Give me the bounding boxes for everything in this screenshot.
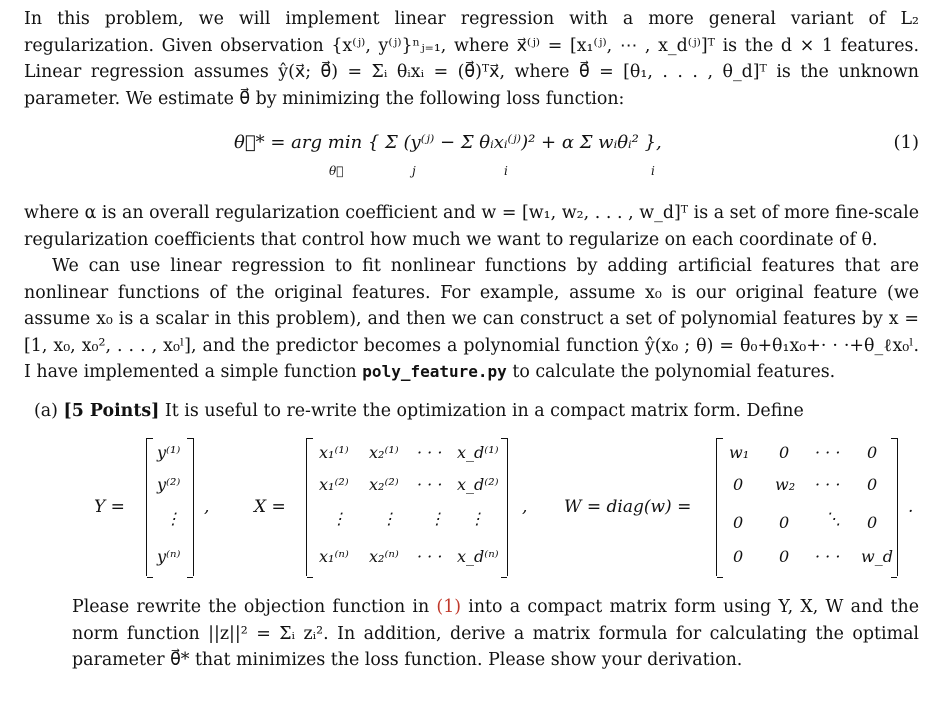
matrix-cell: x₂⁽ⁿ⁾: [369, 547, 399, 566]
matrix-cell: x₂⁽²⁾: [369, 475, 399, 494]
comma: ,: [522, 497, 528, 517]
matrix-cell: 0: [867, 513, 878, 532]
w-matrix-label: W = diag(w) =: [564, 497, 692, 517]
instruction-text-end: into a compact matrix form using Y, X, W and the norm function ||z||² = Σᵢ zᵢ². In addition, derive a matrix formula for calculating the optimal parameter θ⃗* that minimizes the loss function. Please show your derivation.: [72, 597, 920, 670]
x-matrix-label: X =: [254, 497, 286, 517]
intro-paragraph: In this problem, we will implement linear regression with a more general variant of L₂ regularization. Given observation {x⁽ʲ⁾, y⁽ʲ⁾}ⁿⱼ₌₁, where x⃗⁽ʲ⁾ = [x₁⁽ʲ⁾, ⋯ , x_d⁽ʲ⁾]ᵀ is the d × 1 features. Linear regression assumes ŷ(x⃗; θ⃗) = Σᵢ θᵢxᵢ = (θ⃗)ᵀx⃗, where θ⃗ = [θ₁, . . . , θ_d]ᵀ is the unknown parameter. We estimate θ⃗ by minimizing the following loss function:: [24, 9, 919, 109]
equation-body: θ⃗* = arg min { Σ (y⁽ʲ⁾ − Σ θᵢxᵢ⁽ʲ⁾)² + α Σ wᵢθᵢ² },: [234, 132, 662, 153]
matrix-cell: 0: [733, 547, 744, 566]
equation-number: (1): [893, 132, 919, 153]
polynomial-paragraph: [24, 253, 919, 386]
matrix-cell: 0: [733, 475, 744, 494]
argmin-subscript: θ⃗: [329, 164, 344, 178]
matrix-cell: 0: [733, 513, 744, 532]
matrix-cell: x_d⁽¹⁾: [457, 443, 499, 462]
regularization-paragraph: where α is an overall regularization coefficient and w = [w₁, w₂, . . . , w_d]ᵀ is a set of more fine-scale regularization coefficients that control how much we want to regularize on each coordinate of θ.: [24, 203, 919, 250]
matrix-cell: ⋮: [381, 509, 397, 528]
sum-j-subscript: j: [412, 164, 416, 178]
matrix-cell: x₁⁽²⁾: [319, 475, 349, 494]
matrix-cell: ⋮: [331, 509, 347, 528]
matrix-cell: ⋮: [469, 509, 485, 528]
comma: ,: [204, 497, 210, 517]
matrix-cell: · · ·: [815, 443, 841, 462]
matrix-cell: y⁽²⁾: [157, 475, 181, 494]
instruction-paragraph: [24, 594, 919, 674]
matrix-cell: · · ·: [417, 475, 443, 494]
matrix-cell: 0: [779, 513, 790, 532]
matrix-cell: x₂⁽¹⁾: [369, 443, 399, 462]
matrix-cell: · · ·: [815, 475, 841, 494]
matrix-cell: ⋱: [825, 509, 841, 528]
matrix-cell: 0: [867, 443, 878, 462]
matrix-cell: w₁: [729, 443, 750, 462]
matrix-cell: · · ·: [417, 547, 443, 566]
y-matrix: [146, 438, 194, 576]
x-matrix: [306, 438, 508, 576]
y-matrix-label: Y =: [94, 497, 125, 517]
equation-reference-link[interactable]: (1): [436, 597, 462, 617]
matrix-cell: y⁽¹⁾: [157, 443, 181, 462]
sum-i-subscript-1: i: [504, 164, 508, 178]
matrix-definitions: [24, 438, 919, 588]
sum-i-subscript-2: i: [651, 164, 655, 178]
instruction-text: Please rewrite the objection function in: [72, 597, 430, 617]
matrix-cell: 0: [779, 547, 790, 566]
matrix-cell: · · ·: [417, 443, 443, 462]
polynomial-text: We can use linear regression to fit nonlinear functions by adding artificial features that are nonlinear functions of the original features. For example, assume x₀ is our original feature (we assume x₀ is a scalar in this problem), and then we can construct a set of polynomial features by x = [1, x₀, x₀², . . . , x₀ˡ], and the predictor becomes a polynomial function ŷ(x₀ ; θ) = θ₀+θ₁x₀+· · ·+θ_ℓx₀ˡ. I have implemented a simple function: [24, 256, 919, 382]
matrix-cell: y⁽ⁿ⁾: [157, 547, 181, 566]
matrix-cell: · · ·: [815, 547, 841, 566]
matrix-cell: x₁⁽¹⁾: [319, 443, 349, 462]
matrix-cell: x_d⁽²⁾: [457, 475, 499, 494]
matrix-cell: ⋮: [165, 509, 181, 528]
matrix-cell: x₁⁽ⁿ⁾: [319, 547, 349, 566]
matrix-cell: w_d: [861, 547, 893, 566]
part-a-points: [5 Points]: [63, 400, 160, 421]
matrix-cell: ⋮: [429, 509, 445, 528]
loss-equation: [24, 122, 919, 190]
polynomial-text-end: to calculate the polynomial features.: [512, 362, 836, 382]
code-function-name: poly_feature.py: [362, 362, 507, 381]
part-a-text: It is useful to re-write the optimization in a compact matrix form. Define: [164, 400, 804, 421]
part-a-label: (a): [34, 400, 58, 421]
w-matrix: [716, 438, 898, 576]
matrix-cell: x_d⁽ⁿ⁾: [457, 547, 499, 566]
matrix-cell: w₂: [775, 475, 796, 494]
period: .: [908, 497, 914, 517]
matrix-cell: 0: [867, 475, 878, 494]
part-a-intro: [24, 398, 919, 425]
matrix-cell: 0: [779, 443, 790, 462]
